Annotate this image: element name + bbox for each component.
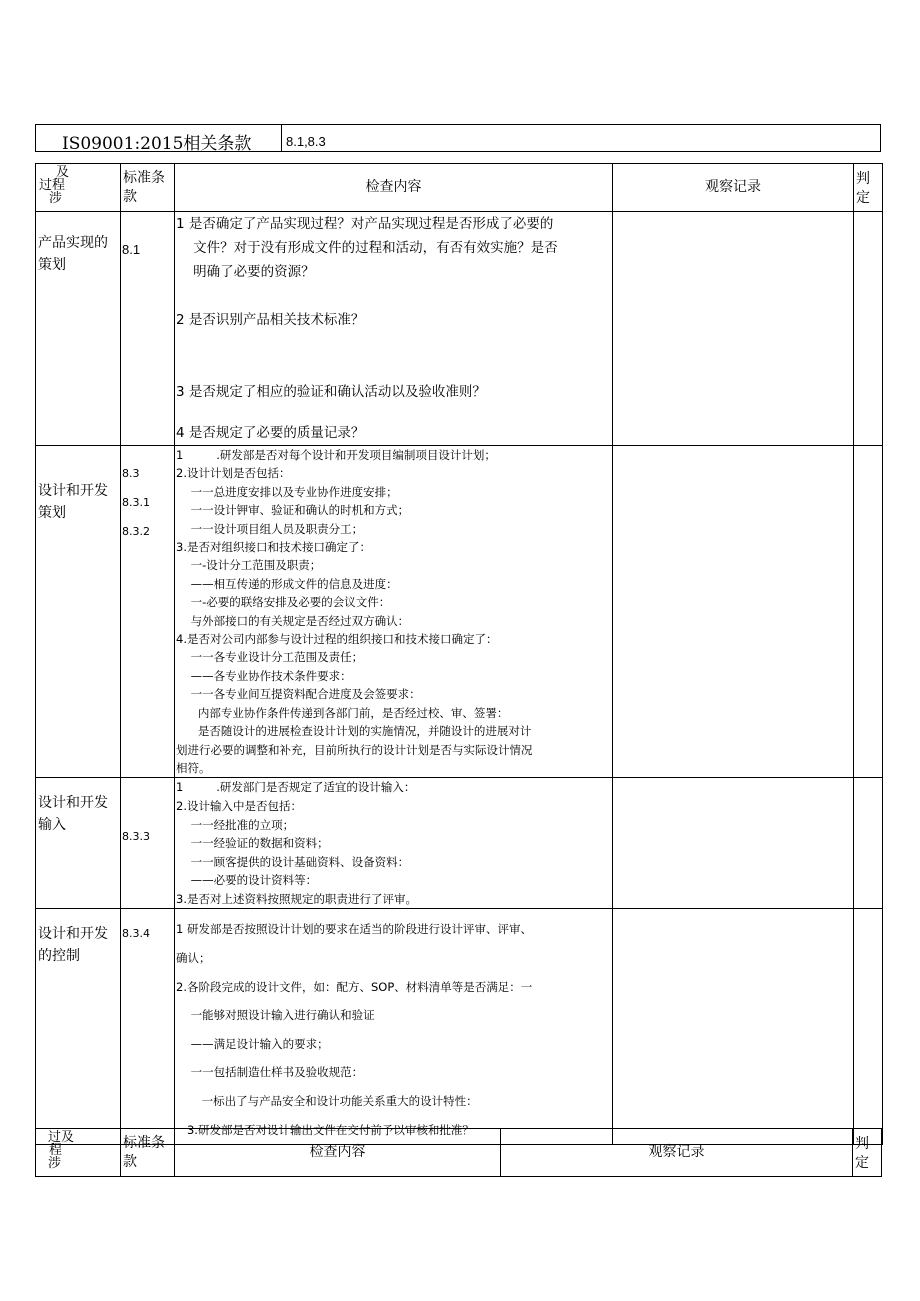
header-content: 检查内容 bbox=[175, 164, 613, 212]
header-observation: 观察记录 bbox=[613, 164, 854, 212]
clause-header-title: IS09001:2015相关条款 bbox=[62, 134, 252, 154]
row-observation[interactable] bbox=[613, 909, 854, 1145]
row-standard: 8.1 bbox=[121, 212, 175, 446]
table-header-row bbox=[36, 1129, 882, 1177]
row-process: 设计和开发 输入 bbox=[36, 778, 121, 909]
table-row bbox=[36, 909, 883, 1145]
row-standard: 8.3.4 bbox=[121, 909, 175, 1145]
header-process: 过及 程 涉 bbox=[36, 1129, 121, 1177]
checklist-table-continued bbox=[35, 1128, 882, 1177]
row-content: 1 是否确定了产品实现过程？对产品实现过程是否形成了必要的 文件？对于没有形成文件的过程和活动，有否有效实施？是否 明确了必要的资源？ 2 是否识别产品相关技术标准？ 3 是否规定了相应的验证和确认活动以及验收准则？ 4 是否规定了必要的质量记录？ bbox=[175, 212, 613, 446]
clause-header-divider bbox=[281, 125, 282, 151]
clause-header-value: 8.1,8.3 bbox=[286, 134, 326, 149]
checklist-table bbox=[35, 163, 883, 1145]
row-judgement[interactable] bbox=[854, 778, 883, 909]
header-judgement: 判 定 bbox=[854, 164, 883, 212]
row-observation[interactable] bbox=[613, 778, 854, 909]
row-process: 设计和开发 的控制 bbox=[36, 909, 121, 1145]
table-row bbox=[36, 778, 883, 909]
row-judgement[interactable] bbox=[854, 212, 883, 446]
row-process: 设计和开发 策划 bbox=[36, 446, 121, 778]
clause-header bbox=[35, 124, 881, 152]
row-process: 产品实现的 策划 bbox=[36, 212, 121, 446]
row-content: 1 研发部是否按照设计计划的要求在适当的阶段进行设计评审、评审、 确认； 2.各阶段完成的设计文件，如：配方、SOP、材料清单等是否满足：一 一能够对照设计输入进行确认和验证 ——满足设计输入的要求； 一一包括制造仕样书及验收规范： 一标出了与产品安全和设计功能关系重大的设计特性： 3.研发部是否对设计输出文件在交付前予以审核和批准？ bbox=[175, 909, 613, 1145]
table-header-row bbox=[36, 164, 883, 212]
table-row bbox=[36, 212, 883, 446]
row-observation[interactable] bbox=[613, 446, 854, 778]
row-standard: 8.3.3 bbox=[121, 778, 175, 909]
row-content: 1 .研发部门是否规定了适宜的设计输入： 2.设计输入中是否包括： 一一经批准的立项； 一一经验证的数据和资料； 一一顾客提供的设计基础资料、设备资料： ——必要的设计资料等： 3.是否对上述资料按照规定的职责进行了评审。 bbox=[175, 778, 613, 909]
header-observation: 观察记录 bbox=[501, 1129, 853, 1177]
row-judgement[interactable] bbox=[854, 446, 883, 778]
header-standard: 标准条 款 bbox=[121, 164, 175, 212]
row-observation[interactable] bbox=[613, 212, 854, 446]
header-standard: 标准条 款 bbox=[121, 1129, 175, 1177]
row-judgement[interactable] bbox=[854, 909, 883, 1145]
table-row bbox=[36, 446, 883, 778]
header-process: 及 过程 涉 bbox=[36, 164, 121, 212]
row-standard: 8.3 8.3.1 8.3.2 bbox=[121, 446, 175, 778]
row-content: 1 .研发部是否对每个设计和开发项目编制项目设计计划； 2.设计计划是否包括： 一一总进度安排以及专业协作进度安排； 一一设计钾审、验证和确认的时机和方式； 一一设计项目组人员及职责分工； 3.是否对组织接口和技术接口确定了： 一-设计分工范围及职责； ——相互传递的形成文件的信息及进度： 一-必要的联络安排及必要的会议文件： 与外部接口的有关规定是否经过双方确认： 4.是否对公司内部参与设计过程的组织接口和技术接口确定了： 一一各专业设计分工范围及责任； ——各专业协作技术条件要求： 一一各专业间互提资料配合进度及会签要求： 内部专业协作条件传递到各部门前，是否经过校、审、签署： 是否随设计的进展检查设计计划的实施情况，并随设计的进展对计 划进行必要的调整和补充，目前所执行的设计计划是否与实际设计情况 相符。 bbox=[175, 446, 613, 778]
header-content: 检查内容 bbox=[175, 1129, 501, 1177]
header-judgement: 判 定 bbox=[853, 1129, 882, 1177]
